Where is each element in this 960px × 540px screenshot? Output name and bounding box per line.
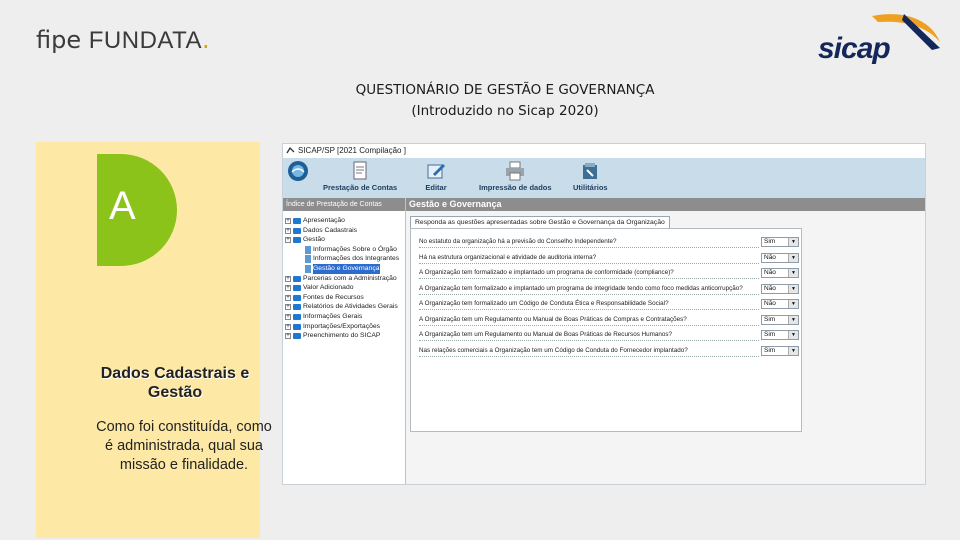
questions-panel [410,228,802,432]
tree-item-label: Valor Adicionado [303,284,354,292]
answer-dropdown[interactable] [761,284,799,294]
tree-item-label: Gestão e Governança [313,264,380,272]
toolbar-utilitarios-button[interactable] [573,160,608,192]
tree-item[interactable] [285,322,405,332]
toolbar-impressao-label: Impressão de dados [479,183,552,192]
slide-title-line2: (Introduzido no Sicap 2020) [411,103,599,119]
dropdown-arrow-icon[interactable]: ▼ [788,347,798,355]
answer-dropdown[interactable] [761,315,799,325]
index-tree-pane [283,198,406,484]
tree-item[interactable] [285,331,405,341]
tree-item[interactable] [285,283,405,293]
answer-value: Sim [764,331,776,338]
tree-item[interactable] [285,302,405,312]
fipe-fundata-logo [36,26,210,55]
question-row [415,284,797,295]
tree-item-label: Importações/Exportações [303,322,381,330]
dropdown-arrow-icon[interactable]: ▼ [788,285,798,293]
question-row [415,253,797,264]
tree-item[interactable] [285,293,405,303]
answer-dropdown[interactable] [761,330,799,340]
tree-expand-icon[interactable]: + [286,285,290,292]
index-tree [285,216,405,341]
slide-title [300,80,710,122]
printer-icon [504,160,526,182]
sicap-app-window [282,143,926,485]
answer-value: Não [764,253,776,261]
tree-item-label: Gestão [303,236,325,244]
answer-value: Sim [764,315,776,323]
tab-responda[interactable]: Responda as questões apresentadas sobre Gestão e Governança da Organização [410,216,670,229]
tree-item-label: Relatórios de Atividades Gerais [303,303,398,311]
question-text: A Organização tem um Regulamento ou Manual de Boas Práticas de Compras e Contratações? [419,315,759,326]
section-description: Como foi constituída, como é administrada, qual sua missão e finalidade. [96,419,272,473]
tree-item[interactable] [285,216,405,226]
toolbar-utilitarios-label: Utilitários [573,183,608,192]
toolbar-prestacao-button[interactable] [323,160,397,192]
tree-item-label: Informações Gerais [303,312,363,320]
tree-expand-icon[interactable]: + [286,237,290,244]
question-text: A Organização tem formalizado um Código de Conduta Ética e Responsabilidade Social? [419,299,759,310]
tree-item-label: Preenchimento do SICAP [303,332,381,340]
folder-icon [293,285,301,291]
dropdown-arrow-icon[interactable]: ▼ [788,331,798,339]
toolbar-impressao-button[interactable] [479,160,552,192]
tree-expand-icon[interactable]: + [286,218,290,224]
dropdown-arrow-icon[interactable]: ▼ [788,238,798,246]
tree-item[interactable] [285,235,405,245]
folder-icon [293,314,301,320]
tree-expand-icon[interactable]: + [286,227,290,234]
app-icon [286,146,295,155]
tree-item-label: Informações dos Integrantes [313,255,400,263]
answer-value: Sim [764,238,776,245]
folder-icon [293,295,301,301]
question-row [415,299,797,310]
section-title: Dados Cadastrais e Gestão [100,365,250,401]
dropdown-arrow-icon[interactable]: ▼ [788,300,798,308]
folder-icon [293,304,301,310]
answer-dropdown[interactable] [761,253,799,263]
sicap-logo [812,8,944,70]
tree-item[interactable] [285,274,405,284]
tree-item-label: Apresentação [303,217,345,224]
toolbar-editar-button[interactable] [425,160,447,192]
question-row [415,315,797,326]
folder-icon [293,324,301,330]
folder-icon [293,276,301,282]
tree-item[interactable] [285,226,405,236]
folder-icon [293,333,301,339]
tree-item[interactable] [285,312,405,322]
sicap-logo-text: sicap [818,32,890,65]
folder-icon [293,237,301,243]
question-text: No estatuto da organização há a previsão do Conselho Independente? [419,237,759,248]
question-text: A Organização tem um Regulamento ou Manual de Boas Práticas de Recursos Humanos? [419,330,759,341]
question-row [415,268,797,279]
question-row [415,330,797,341]
answer-value: Sim [764,346,776,354]
tools-icon [579,160,601,182]
answer-dropdown[interactable] [761,299,799,309]
toolbar-prestacao-label: Prestação de Contas [323,183,398,192]
content-header: Gestão e Governança [406,198,925,211]
answer-value: Não [764,269,776,276]
folder-icon [293,218,301,224]
window-titlebar [283,144,925,158]
question-row [415,346,797,357]
tree-item[interactable] [285,264,405,274]
question-text: Há na estrutura organizacional e atividade de auditoria interna? [419,253,759,264]
answer-dropdown[interactable] [761,346,799,356]
index-pane-header: Índice de Prestação de Contas [283,198,405,211]
tree-item-label: Dados Cadastrais [303,226,358,234]
folder-icon [293,228,301,234]
edit-icon [425,160,447,182]
tree-expand-icon[interactable]: + [286,275,290,282]
document-icon [305,265,311,273]
tree-item-label: Parcerias com a Administração [303,274,397,282]
toolbar-home-button[interactable] [287,160,309,182]
question-text: A Organização tem formalizado e implantado um programa de conformidade (compliance)? [419,268,759,279]
tree-expand-icon[interactable]: + [286,313,290,320]
dropdown-arrow-icon[interactable]: ▼ [788,316,798,324]
main-toolbar [283,158,925,198]
tree-expand-icon[interactable]: + [286,323,290,330]
answer-dropdown[interactable] [761,237,799,247]
slide-title-line1: QUESTIONÁRIO DE GESTÃO E GOVERNANÇA [355,82,655,98]
dropdown-arrow-icon[interactable]: ▼ [788,269,798,277]
tree-item-label: Informações Sobre o Órgão [313,245,397,253]
question-text: A Organização tem formalizado e implantado um programa de integridade tendo como foco medidas anticorrupção? [419,284,759,295]
answer-dropdown[interactable] [761,268,799,278]
document-icon [305,255,311,263]
tree-expand-icon[interactable]: + [286,304,290,311]
document-icon [349,160,371,182]
tree-item[interactable] [285,245,405,255]
dropdown-arrow-icon[interactable]: ▼ [788,254,798,262]
answer-value: Não [764,284,776,292]
toolbar-editar-label: Editar [425,183,447,192]
fipe-logo-word: fipe [36,26,82,54]
tree-item-label: Fontes de Recursos [303,293,364,301]
question-row [415,237,797,248]
document-icon [305,246,311,254]
tree-item[interactable] [285,254,405,264]
fundata-logo-dot: . [202,26,210,54]
globe-icon [287,160,309,182]
question-text: Nas relações comerciais a Organização tem um Código de Conduta do Fornecedor implantado? [419,346,759,357]
section-letter: A [109,184,136,228]
answer-value: Não [764,300,776,307]
tree-expand-icon[interactable]: + [286,294,290,301]
fundata-logo-word: FUNDATA [88,27,203,54]
window-title: SICAP/SP [2021 Compilação ] [298,146,406,155]
tree-expand-icon[interactable]: + [286,333,290,340]
content-pane [406,198,925,484]
